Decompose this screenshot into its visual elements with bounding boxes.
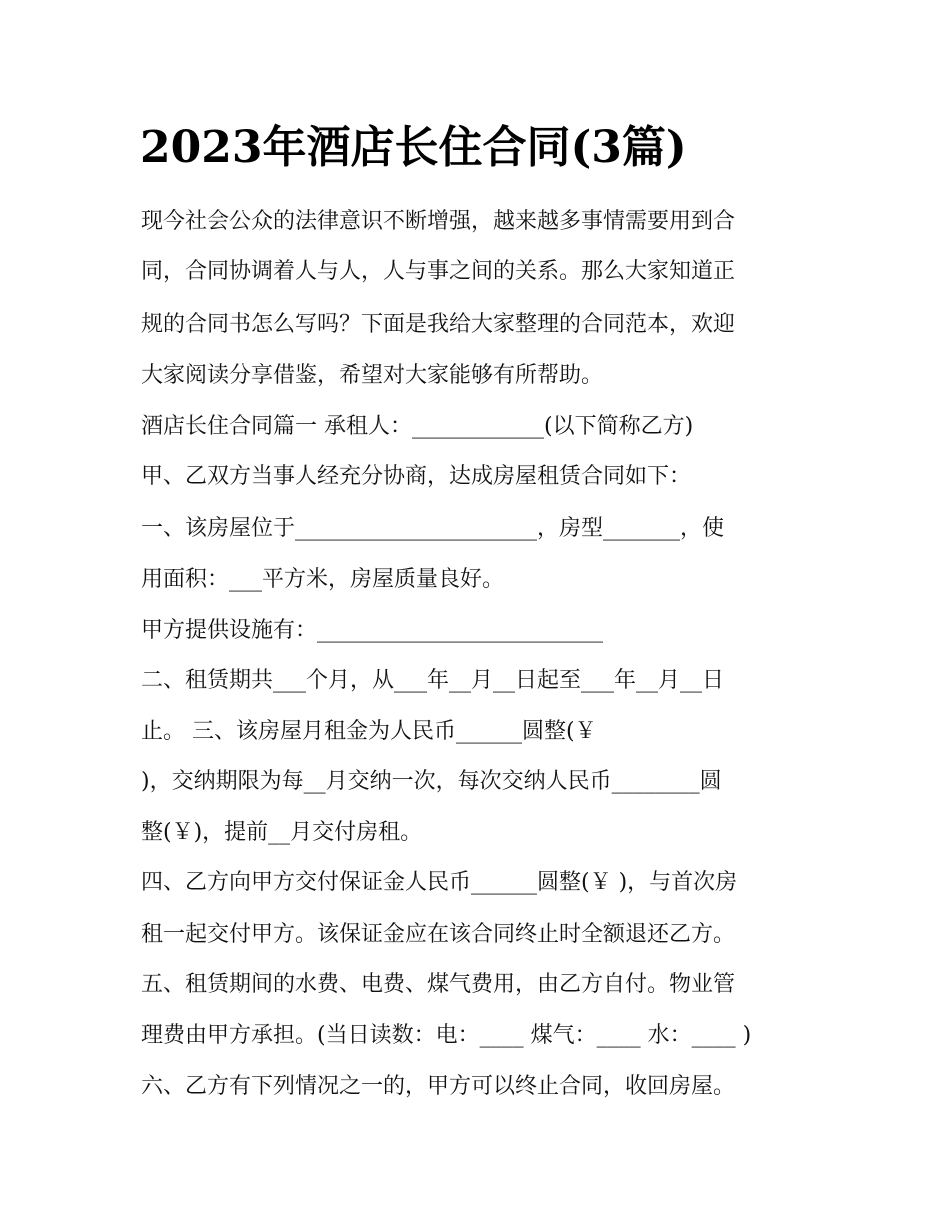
body-line: 现今社会公众的法律意识不断增强，越来越多事情需要用到合 bbox=[141, 209, 736, 234]
body-line: 四、乙方向甲方交付保证金人民币______圆整(￥ )，与首次房 bbox=[141, 870, 738, 895]
body-line: 酒店长住合同篇一 承租人：____________(以下简称乙方) bbox=[141, 414, 694, 439]
body-line: 同，合同协调着人与人，人与事之间的关系。那么大家知道正 bbox=[141, 259, 736, 284]
body-line: 五、租赁期间的水费、电费、煤气费用，由乙方自付。物业管 bbox=[141, 972, 736, 997]
body-line: 规的合同书怎么写吗？下面是我给大家整理的合同范本，欢迎 bbox=[141, 312, 736, 337]
body-line: 六、乙方有下列情况之一的，甲方可以终止合同，收回房屋。 bbox=[141, 1074, 736, 1099]
body-line: 理费由甲方承担。(当日读数：电：____ 煤气：____ 水：____ ) bbox=[141, 1023, 752, 1048]
body-line: 甲、乙双方当事人经充分协商，达成房屋租赁合同如下： bbox=[141, 464, 692, 489]
body-line: 二、租赁期共___个月，从___年__月__日起至___年__月__日 bbox=[141, 668, 725, 693]
body-line: 一、该房屋位于______________________，房型_______，使 bbox=[141, 516, 725, 541]
document-title: 2023年酒店长住合同(3篇) bbox=[140, 122, 687, 173]
body-line: 止。 三、该房屋月租金为人民币______圆整(￥ bbox=[141, 719, 597, 744]
body-line: 整(￥)，提前__月交付房租。 bbox=[141, 820, 423, 845]
body-line: 用面积：___平方米，房屋质量良好。 bbox=[141, 567, 505, 592]
body-line: )，交纳期限为每__月交纳一次，每次交纳人民币________圆 bbox=[141, 769, 722, 794]
body-line: 租一起交付甲方。该保证金应在该合同终止时全额退还乙方。 bbox=[141, 922, 736, 947]
body-line: 甲方提供设施有：__________________________ bbox=[141, 618, 604, 643]
body-line: 大家阅读分享借鉴，希望对大家能够有所帮助。 bbox=[141, 363, 604, 388]
